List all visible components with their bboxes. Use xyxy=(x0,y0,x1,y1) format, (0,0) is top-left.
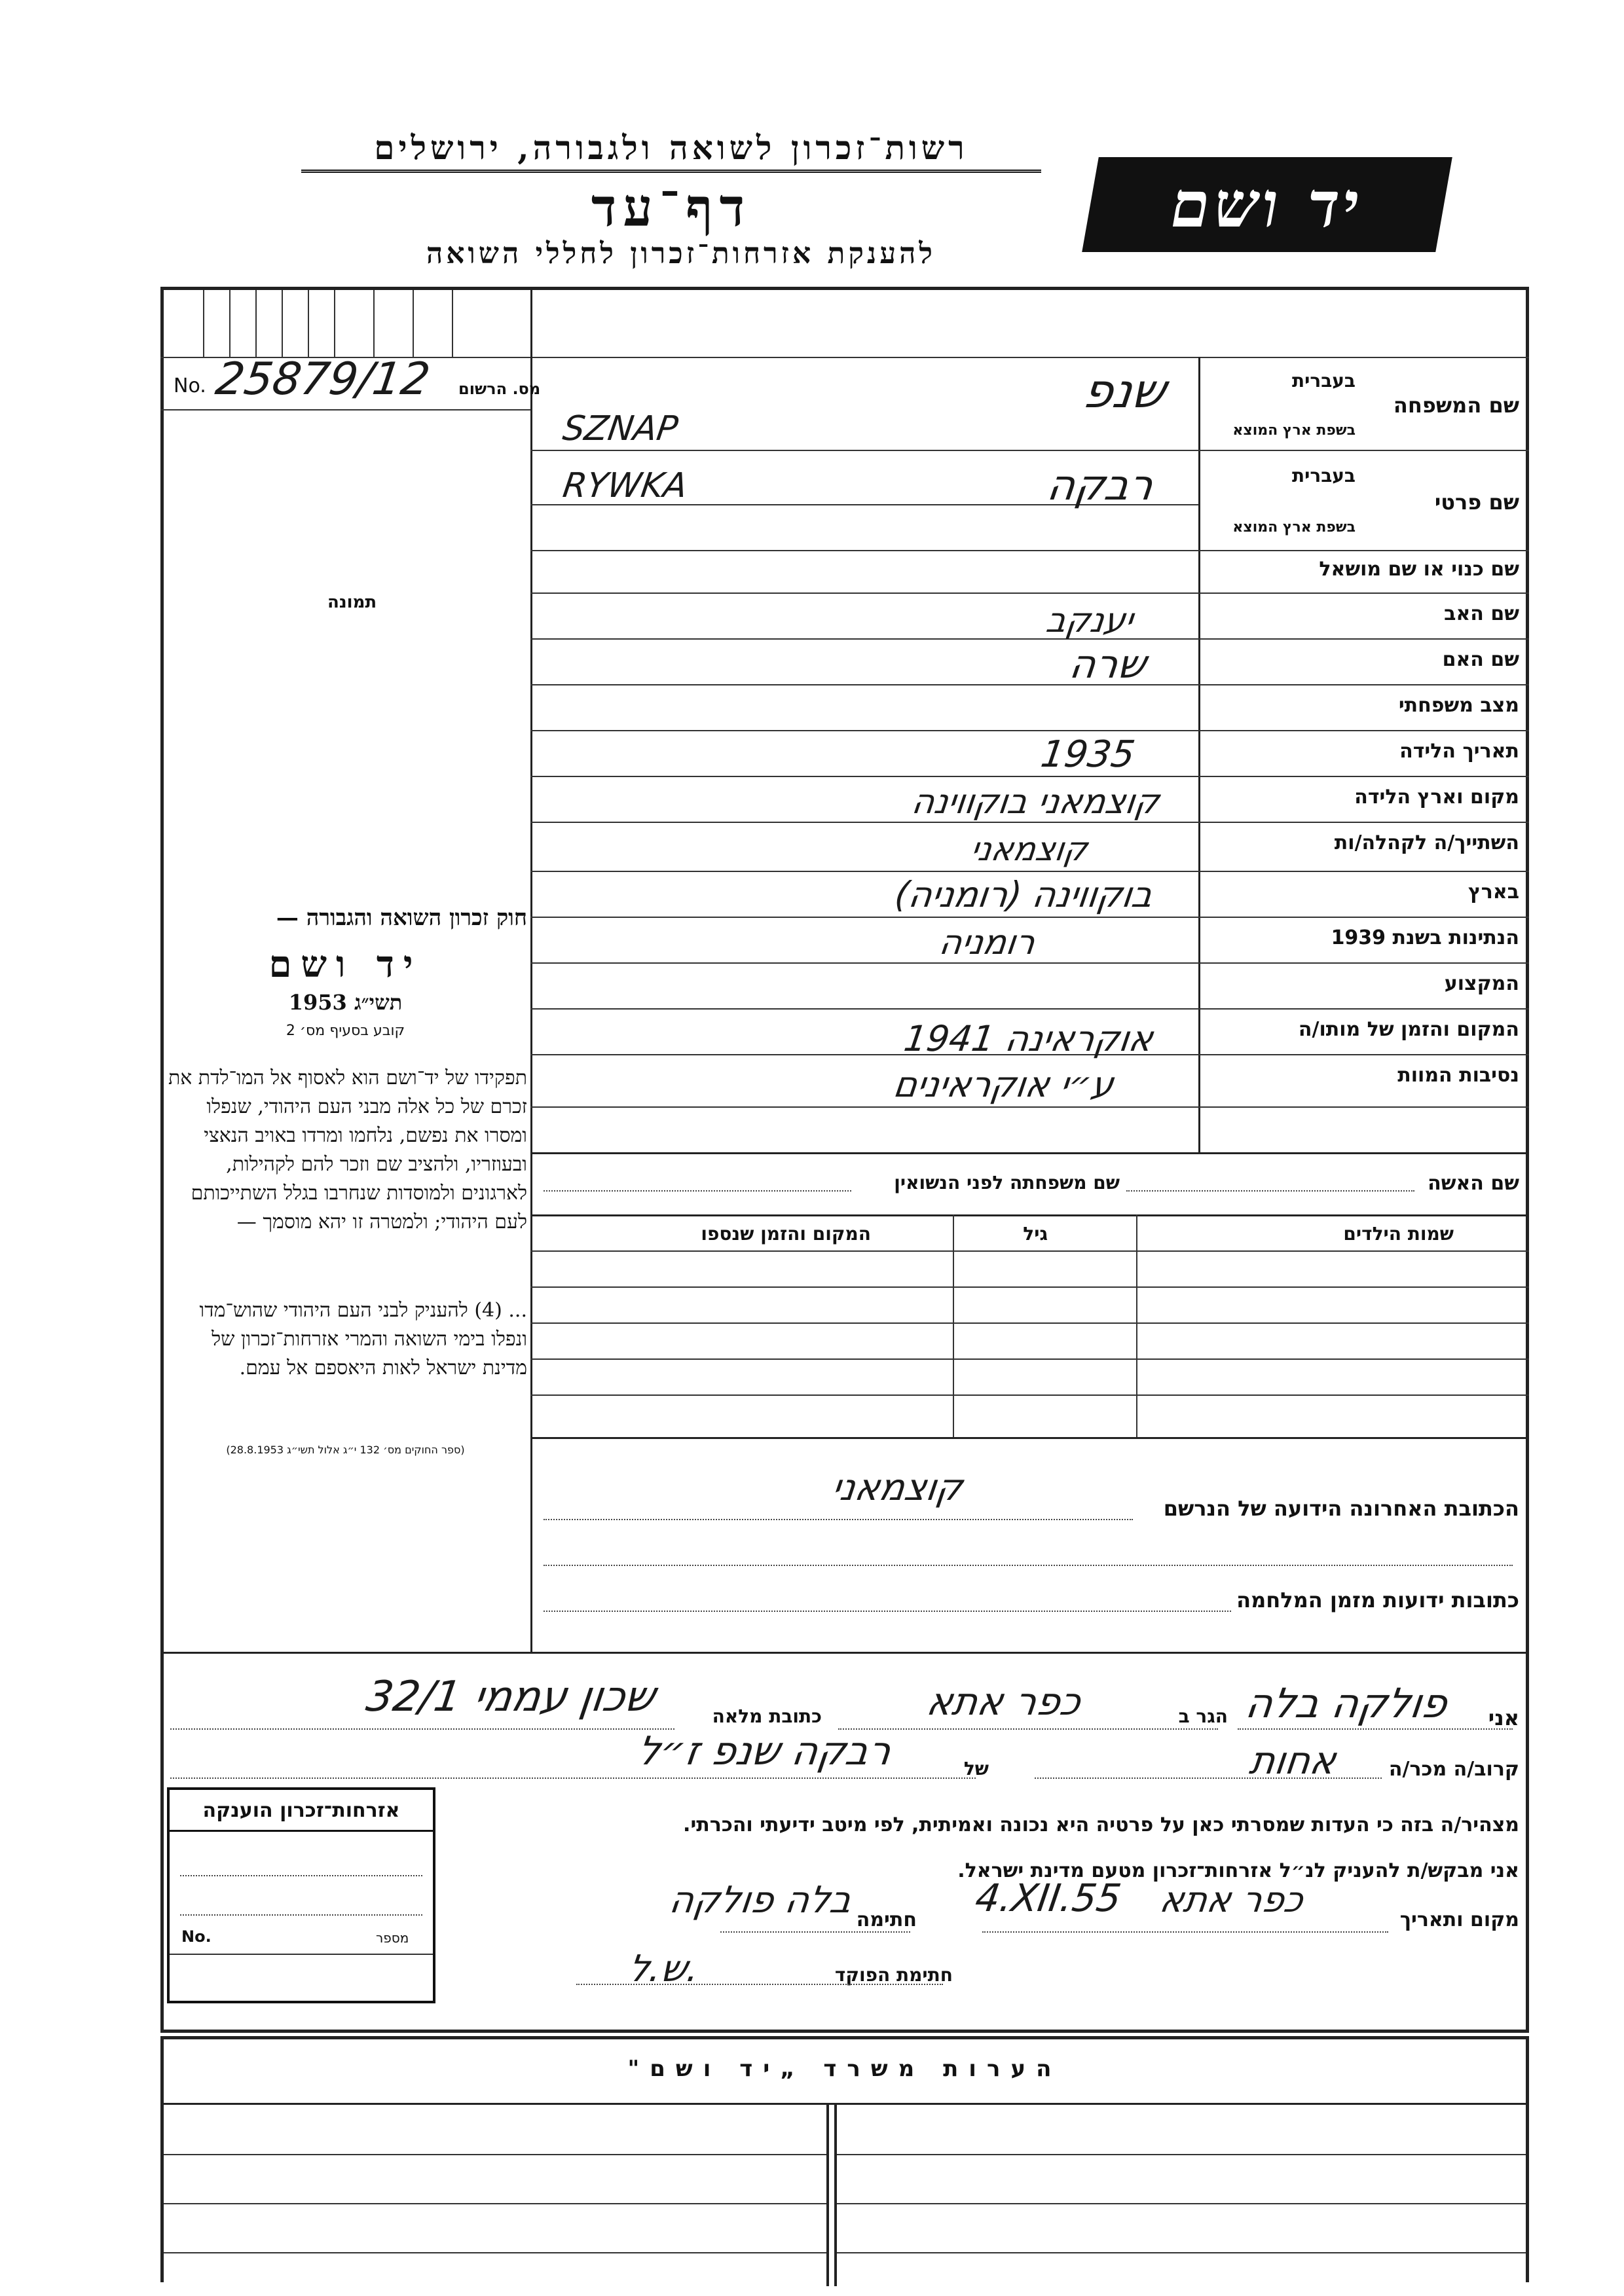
grant-box-title: אזרחות־זכרון הוענקה xyxy=(170,1790,433,1832)
circumstances-value: ע״י אוקראינים xyxy=(891,1064,1116,1105)
place-value: כפר אתא xyxy=(1157,1879,1306,1920)
maiden-name-label: שם משפחתה לפני הנשואין xyxy=(894,1172,1120,1194)
country-value: בוקווינה (רומניה) xyxy=(892,874,1156,915)
father-label: שם האב xyxy=(1444,602,1519,625)
nickname-label: שם כנוי או שם מושאל xyxy=(1319,558,1519,581)
law-text-1: תפקידו של יד־ושם הוא לאסוף אל המו־לדת את זכרם של כל אלה מבני העם היהודי, שנפלו ומסרו את נפשם, נלחמו ומרדו באויב הנאצי ובעוזריו, ולהציב שם וזכר להם לקהילות, לארגונים ולמוסדות שנחרבו בגלל השתייכותם לעם היהודי; ולמטרה זו יהא מוסמך — xyxy=(168,1066,527,1233)
officer-signature-value: ש.ל. xyxy=(625,1948,702,1990)
signature-label: חתימה xyxy=(856,1908,917,1931)
notes-title: הערות משרד „יד ושם" xyxy=(627,2056,1062,2082)
first-name-in-hebrew-label: בעברית xyxy=(1291,465,1356,486)
law-clause: קובע בסעיף מס׳ 2 xyxy=(286,1023,405,1039)
first-name-label: שם פרטי xyxy=(1434,490,1519,515)
relation-value: אחות xyxy=(1247,1738,1339,1783)
circumstances-label: נסיבות המוות xyxy=(1397,1064,1519,1087)
marital-status-label: מצב משפחתי xyxy=(1398,694,1519,717)
first-name-hebrew-value: רבקה xyxy=(1044,462,1156,510)
last-address-label: הכתובת האחרונה הידועה של הנרשם xyxy=(1163,1496,1519,1521)
mother-label: שם האם xyxy=(1442,648,1519,671)
city-value: כפר אתא xyxy=(924,1679,1084,1724)
children-death-place-header: המקום והזמן שנספו xyxy=(701,1223,871,1245)
registration-number: 25879/12 xyxy=(212,354,434,405)
address-value: שכון עממי 32/1 xyxy=(363,1673,659,1721)
death-value: אוקראינה 1941 xyxy=(901,1018,1156,1059)
law-text-2: ... (4) להעניק לבני העם היהודי שהוש־מדו ונפלו בימי השואה והמרי אזרחות־זכרון של מדינת ישראל לאות היאספם אל עמם. xyxy=(199,1299,527,1379)
grant-box-no-label: No. xyxy=(181,1927,212,1946)
birth-date-label: תאריך הלידה xyxy=(1399,740,1519,763)
signature-value: בלה פולקה xyxy=(667,1879,855,1922)
logo-text: יד ושם xyxy=(1164,168,1370,242)
declaration-text: מצהיר/ה בזה כי העדות שמסרתי כאן על פרטיה היא נכונה ואמיתית, לפי מיטב ידיעתי והכרתי. xyxy=(683,1813,1519,1836)
death-place-time-label: המקום והזמן של מותו/ה xyxy=(1298,1018,1519,1041)
yad-vashem-logo xyxy=(1082,157,1452,252)
children-age-header: גיל xyxy=(1023,1223,1048,1245)
declarant-i-label: אני xyxy=(1488,1705,1519,1730)
mother-value: שרה xyxy=(1067,642,1149,687)
war-addresses-label: כתובות ידועות מזמן המלחמה xyxy=(1236,1588,1519,1613)
family-name-origin-value: SZNAP xyxy=(560,409,680,448)
family-name-hebrew-value: שנפ xyxy=(1080,363,1170,418)
family-name-in-hebrew-label: בעברית xyxy=(1291,370,1356,392)
of-value: רבקה שנפ ז״ל xyxy=(635,1728,894,1774)
law-title: חוק זכרון השואה והגבורה — xyxy=(276,905,527,931)
country-label: בארץ xyxy=(1467,881,1519,903)
last-address-value: קוצמאני xyxy=(829,1467,966,1509)
birth-place-label: מקום וארץ הלידה xyxy=(1354,786,1519,809)
photo-label: תמונה xyxy=(327,592,377,612)
grant-box xyxy=(167,1787,435,2003)
law-year: תשי״ג 1953 xyxy=(288,990,403,1015)
community-value: קוצמאני xyxy=(968,830,1090,868)
community-label: השתייך/ה לקהלה/ות xyxy=(1334,831,1519,854)
registration-label: מס. הרשום xyxy=(458,380,541,398)
relation-label: קרוב/ה מכר/ה xyxy=(1388,1758,1519,1781)
profession-label: המקצוע xyxy=(1444,972,1519,995)
father-value: יענקב xyxy=(1043,601,1136,640)
birth-place-value: קוצמאני בוקווינה xyxy=(909,782,1162,822)
request-text: אני מבקש/ת להעניק לנ״ל אזרחות־זכרון מטעם מדינת ישראל. xyxy=(957,1859,1519,1882)
first-name-origin-value: RYWKA xyxy=(560,466,690,505)
children-names-header: שמות הילדים xyxy=(1343,1223,1454,1245)
law-name: יד ושם xyxy=(268,943,422,986)
grant-box-number-label: מספר xyxy=(376,1930,409,1946)
birth-date-value: 1935 xyxy=(1038,733,1138,776)
family-name-origin-lang-label: בשפת ארץ המוצא xyxy=(1232,422,1356,439)
place-date-label: מקום ותאריך xyxy=(1399,1908,1519,1931)
wife-name-label: שם האשה xyxy=(1428,1172,1519,1195)
law-source: (ספר החוקים מס׳ 132 י״ג אלול תשי״ג 28.8.1953) xyxy=(226,1444,465,1456)
family-name-label: שם המשפחה xyxy=(1393,393,1519,418)
first-name-origin-lang-label: בשפת ארץ המוצא xyxy=(1232,519,1356,536)
citizenship-value: רומניה xyxy=(936,923,1038,962)
resides-label: הגר ב xyxy=(1178,1705,1228,1727)
form-subtitle: להענקת אזרחות־זכרון לחללי השואה xyxy=(426,237,936,270)
form-title: דף־עד xyxy=(591,177,752,238)
date-value: 4.XII.55 xyxy=(972,1876,1124,1920)
citizenship-1939-label: הנתינות בשנת 1939 xyxy=(1331,926,1519,949)
officer-signature-label: חתימת הפוקד xyxy=(834,1964,953,1986)
registration-no-prefix: No. xyxy=(174,374,206,397)
full-address-label: כתובת מלאה xyxy=(712,1705,822,1727)
declarant-name-value: פולקה בלה xyxy=(1243,1679,1451,1727)
authority-title: רשות־זכרון לשואה ולגבורה, ירושלים xyxy=(301,128,1041,173)
of-label: של xyxy=(963,1758,989,1779)
